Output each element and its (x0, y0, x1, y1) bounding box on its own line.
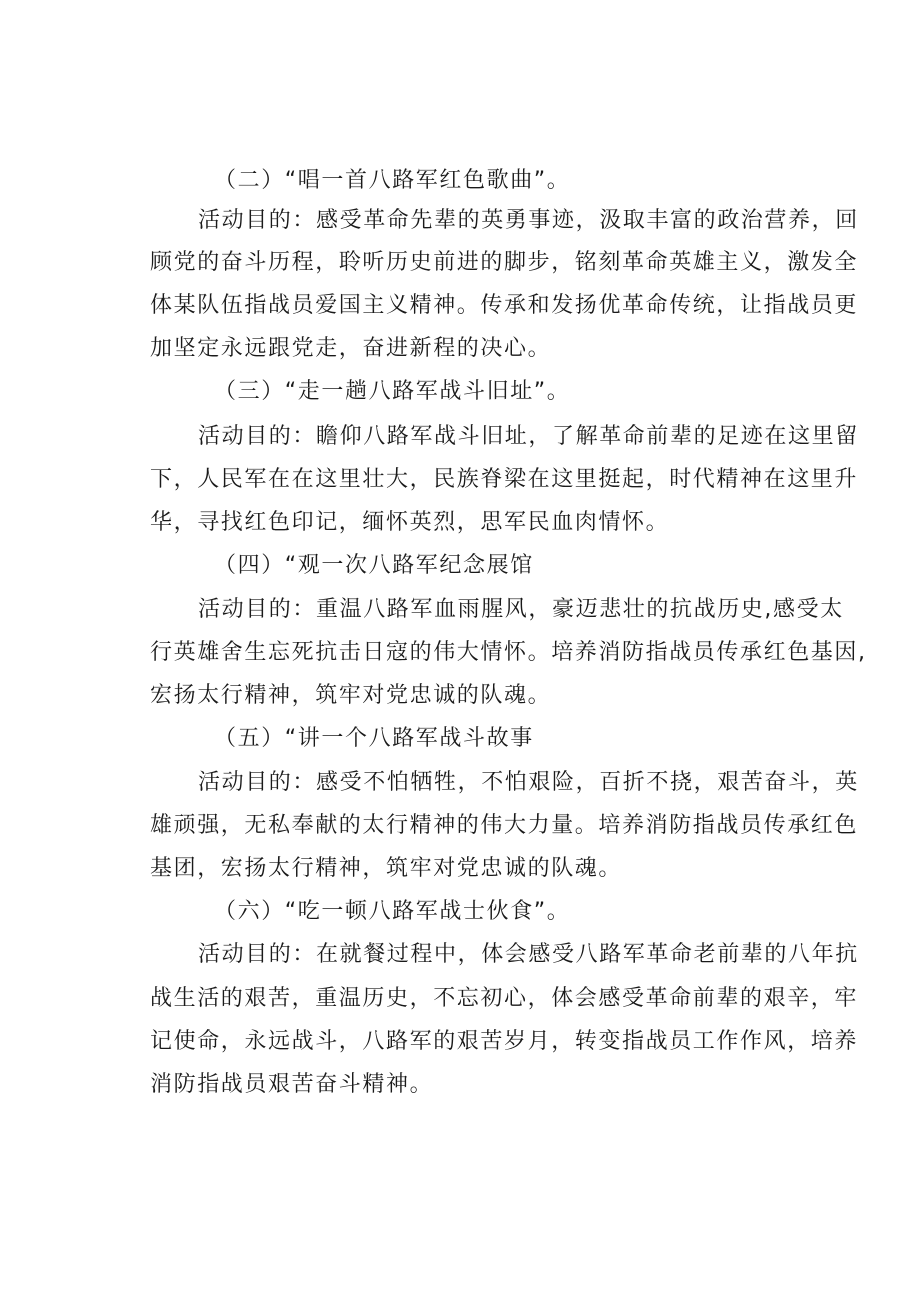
paragraph-line: 战生活的艰苦，重温历史，不忘初心，体会感受革命前辈的艰辛，牢 (150, 986, 859, 1011)
paragraph-line: 宏扬太行精神，筑牢对党忠诚的队魂。 (150, 683, 552, 708)
paragraph-line: 雄顽强，无私奉献的太行精神的伟大力量。培养消防指战员传承红色 (150, 813, 859, 838)
paragraph-line: 消防指战员艰苦奋斗精神。 (150, 1072, 434, 1097)
paragraph-line: 行英雄舍生忘死抗击日寇的伟大情怀。培养消防指战员传承红色基因, (150, 640, 867, 665)
section-heading: （五）“讲一个八路军战斗故事 (214, 726, 534, 751)
paragraph-line: 顾党的奋斗历程，聆听历史前进的脚步，铭刻革命英雄主义，激发全 (150, 250, 859, 275)
paragraph-line: 加坚定永远跟党走，奋进新程的决心。 (150, 336, 552, 361)
paragraph-line: 下，人民军在在这里壮大，民族脊梁在这里挺起，时代精神在这里升 (150, 467, 859, 492)
section-heading: （三）“走一趟八路军战斗旧址”。 (214, 379, 571, 404)
paragraph-line: 活动目的：感受不怕牺牲，不怕艰险，百折不挠，艰苦奋斗，英 (198, 770, 859, 795)
paragraph-line: 基团，宏扬太行精神，筑牢对党忠诚的队魂。 (150, 856, 623, 881)
paragraph-line: 体某队伍指战员爱国主义精神。传承和发扬优革命传统，让指战员更 (150, 293, 859, 318)
paragraph-line: 华，寻找红色印记，缅怀英烈，思军民血肉情怀。 (150, 510, 670, 535)
section-heading: （二）“唱一首八路军红色歌曲”。 (214, 168, 571, 193)
paragraph-line: 活动目的：感受革命先辈的英勇事迹，汲取丰富的政治营养，回 (198, 208, 859, 233)
paragraph-line: 记使命，永远战斗，八路军的艰苦岁月，转变指战员工作作风，培养 (150, 1029, 859, 1054)
paragraph-line: 活动目的：在就餐过程中，体会感受八路军革命老前辈的八年抗 (198, 942, 859, 967)
section-heading: （四）“观一次八路军纪念展馆 (214, 553, 534, 578)
paragraph-line: 活动目的：重温八路军血雨腥风，豪迈悲壮的抗战历史,感受太 (198, 597, 844, 622)
section-heading: （六）“吃一顿八路军战士伙食”。 (214, 899, 571, 924)
paragraph-line: 活动目的：瞻仰八路军战斗旧址，了解革命前辈的足迹在这里留 (198, 424, 859, 449)
